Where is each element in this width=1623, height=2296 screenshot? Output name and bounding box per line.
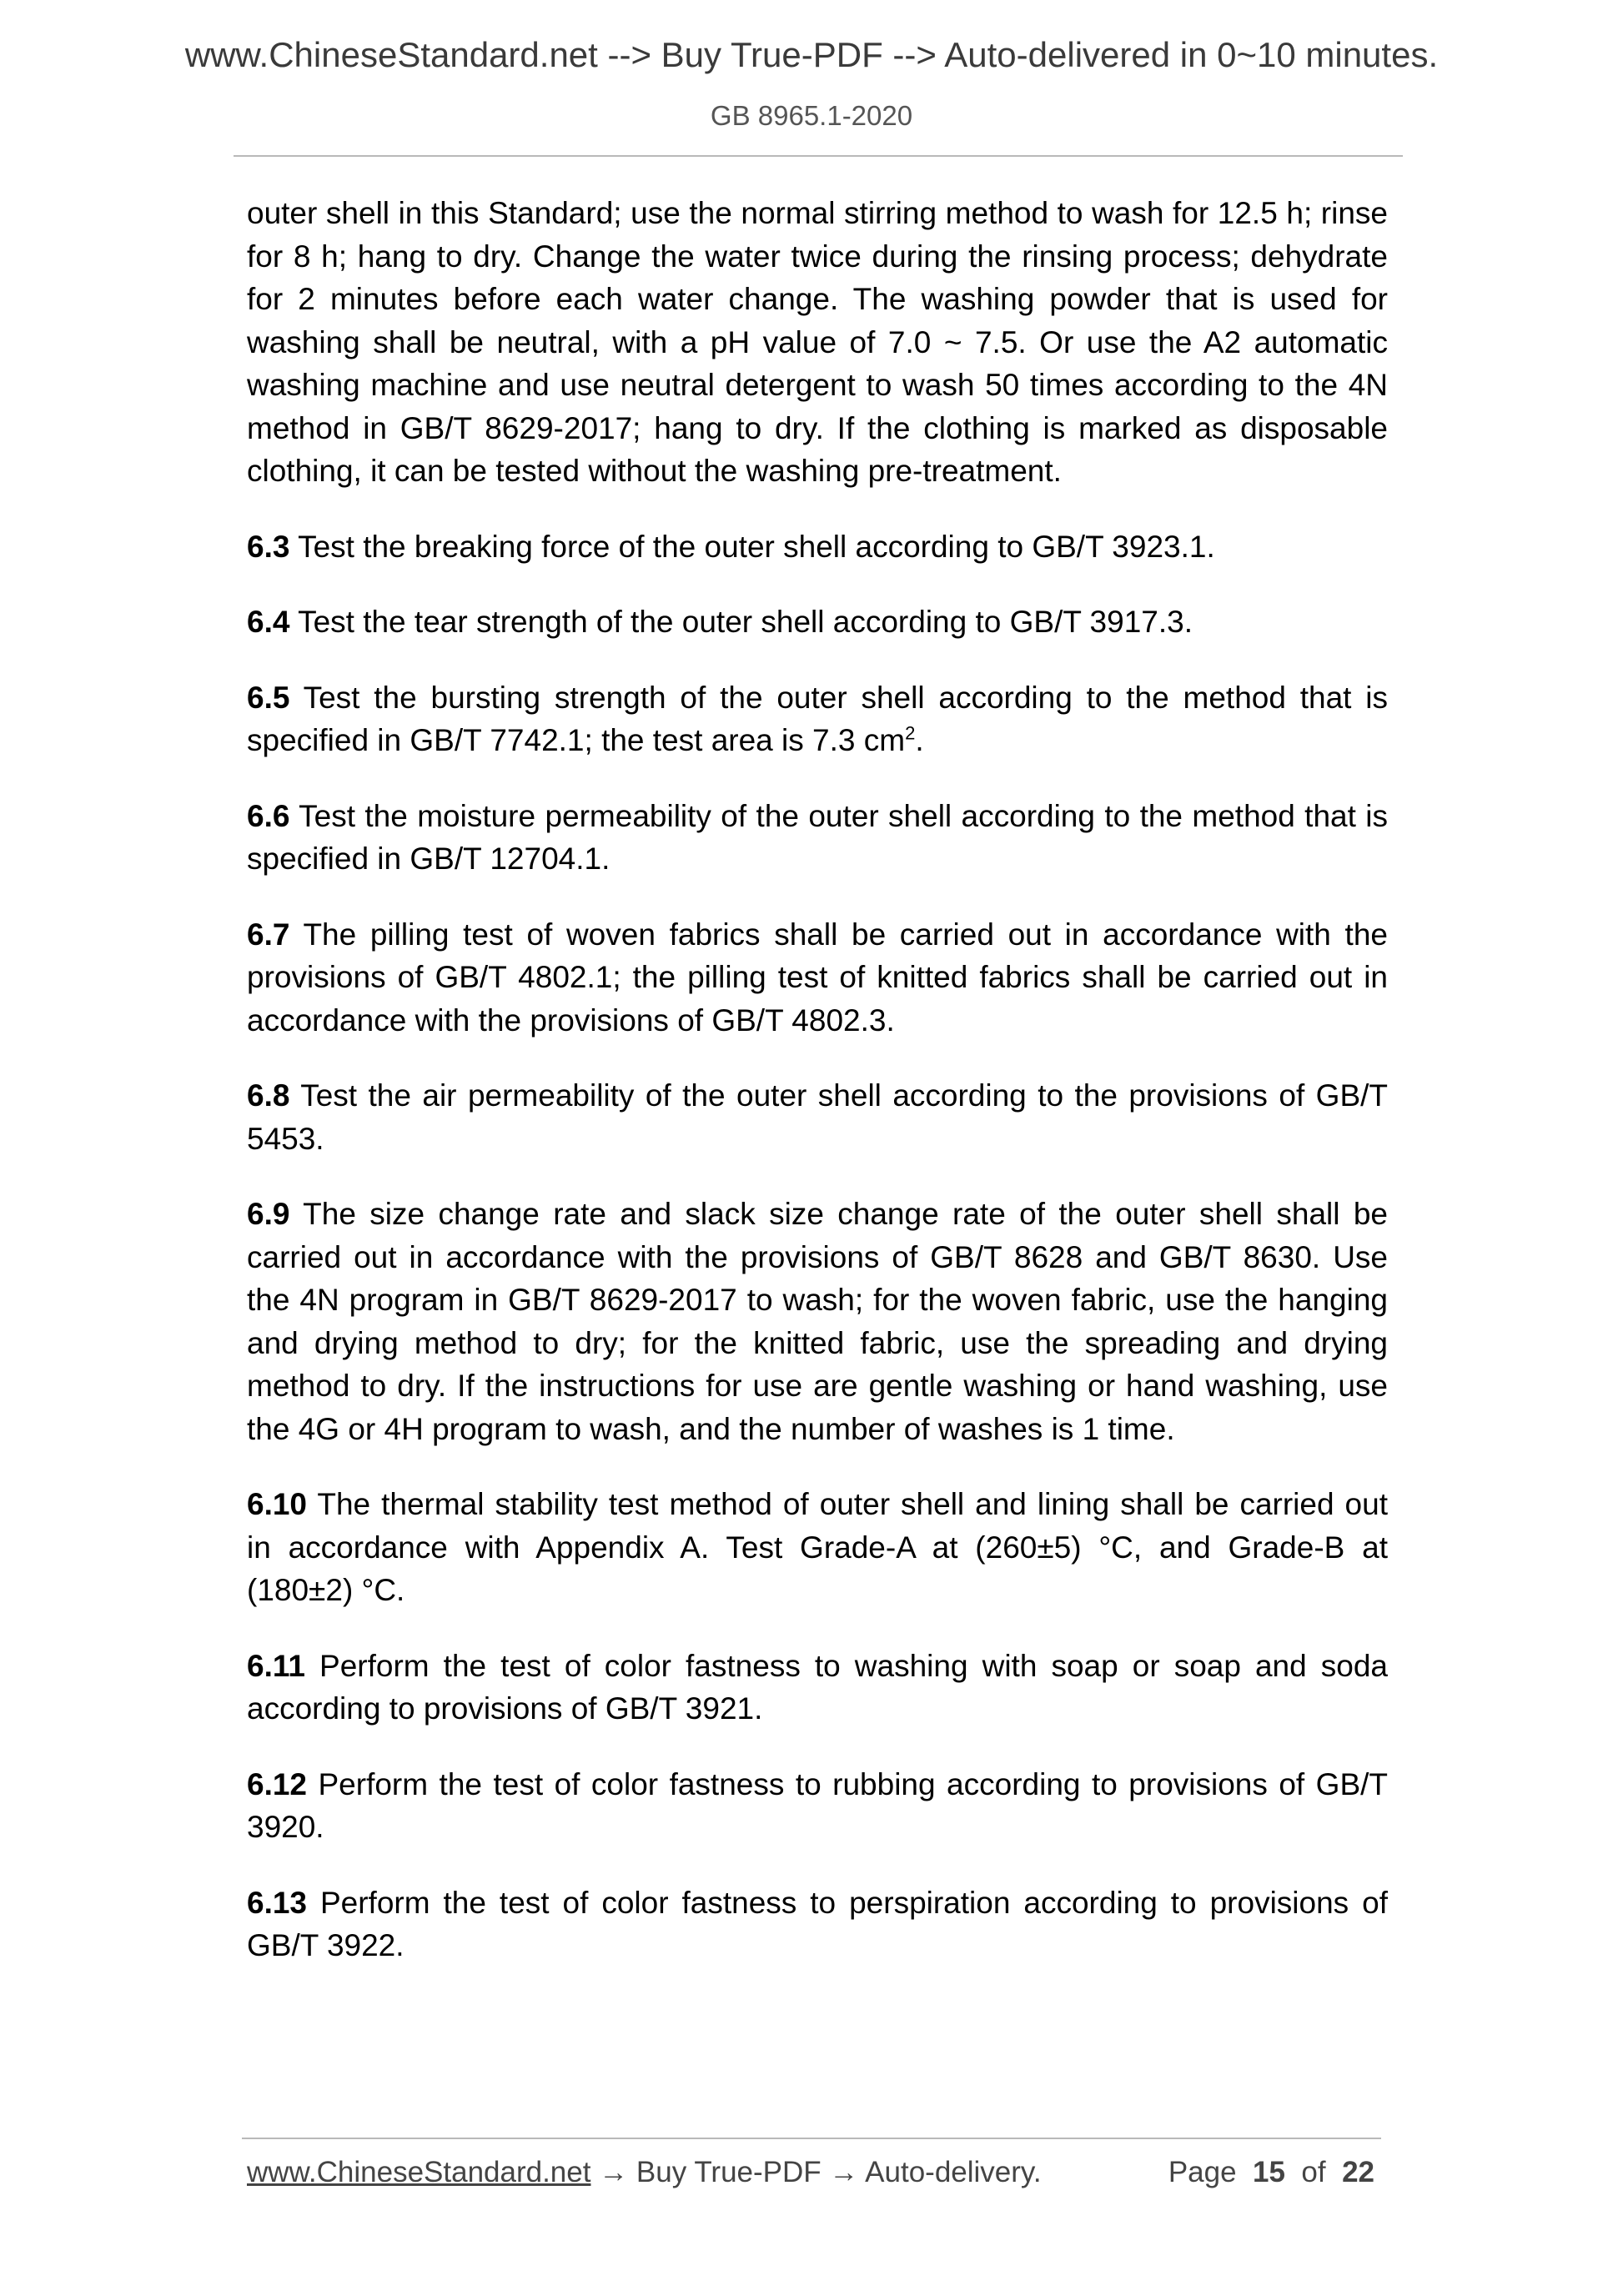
clause-text-tail: . <box>915 723 924 757</box>
clause-number: 6.9 <box>247 1197 290 1231</box>
clause-6-8 <box>247 1074 1388 1160</box>
clause-number: 6.12 <box>247 1766 308 1801</box>
clause-number: 6.10 <box>247 1487 308 1521</box>
document-body <box>247 192 1388 2000</box>
continuation-paragraph: outer shell in this Standard; use the normal stirring method to wash for 12.5 h; rinse for 8 h; hang to dry. Change the water twice during the rinsing process; dehydrate for 2 minutes before each water change. The washing powder that is used for washing shall be neutral, with a pH value of 7.0 ~ 7.5. Or use the A2 automatic washing machine and use neutral detergent to wash 50 times according to the 4N method in GB/T 8629-2017; hang to dry. If the clothing is marked as disposable clothing, it can be tested without the washing pre-treatment. <box>247 196 1388 488</box>
clause-text: Test the air permeability of the outer shell according to the provisions of GB/T 5453. <box>247 1078 1388 1156</box>
page-word: Page <box>1168 2156 1237 2188</box>
clause-6-9 <box>247 1193 1388 1450</box>
clause-text: Test the tear strength of the outer shell according to GB/T 3917.3. <box>298 605 1193 639</box>
clause-text: Test the breaking force of the outer shell according to GB/T 3923.1. <box>298 529 1215 564</box>
page-total: 22 <box>1342 2156 1374 2188</box>
promo-text: → Buy True-PDF → Auto-delivery. <box>599 2156 1042 2188</box>
clause-text: Test the moisture permeability of the outer shell according to the method that is specified in GB/T 12704.1. <box>247 798 1388 876</box>
of-word: of <box>1301 2156 1326 2188</box>
clause-6-13 <box>247 1882 1388 1967</box>
clause-text: Test the bursting strength of the outer shell according to the method that is specified in GB/T 7742.1; the test area is 7.3 cm <box>247 680 1388 757</box>
standard-code: GB 8965.1-2020 <box>710 100 913 131</box>
page-current: 15 <box>1253 2156 1285 2188</box>
header-divider <box>234 155 1403 157</box>
clause-number: 6.13 <box>247 1885 308 1920</box>
clause-text: Perform the test of color fastness to washing with soap or soap and soda according to provisions of GB/T 3921. <box>247 1648 1389 1726</box>
page-indicator <box>1168 2156 1374 2189</box>
clause-text: The size change rate and slack size change rate of the outer shell shall be carried out in accordance with the provisions of GB/T 8628 and GB/T 8630. Use the 4N program in GB/T 8629-2017 to wash; for the woven fabric, use the hanging and drying method to dry; for the knitted fabric, use the spreading and drying method to dry. If the instructions for use are gentle washing or hand washing, use the 4G or 4H program to wash, and the number of washes is 1 time. <box>247 1197 1388 1446</box>
clause-number: 6.8 <box>247 1078 290 1113</box>
page-footer <box>247 2156 1381 2198</box>
clause-number: 6.7 <box>247 917 290 952</box>
clause-number: 6.6 <box>247 798 290 833</box>
clause-6-5 <box>247 676 1388 762</box>
site-link[interactable]: www.ChineseStandard.net <box>247 2156 591 2188</box>
clause-text: The pilling test of woven fabrics shall be carried out in accordance with the provisions of GB/T 4802.1; the pilling test of knitted fabrics shall be carried out in accordance with the provisions of GB/T 4802.3. <box>247 917 1388 1037</box>
clause-number: 6.5 <box>247 680 290 715</box>
clause-text: The thermal stability test method of outer shell and lining shall be carried out in accordance with Appendix A. Test Grade-A at (260±5) °C, and Grade-B at (180±2) °C. <box>247 1487 1388 1607</box>
clause-number: 6.11 <box>247 1648 305 1683</box>
footer-divider <box>242 2138 1381 2139</box>
header-banner: www.ChineseStandard.net --> Buy True-PDF --> Auto-delivered in 0~10 minutes. <box>184 35 1439 74</box>
clause-6-10 <box>247 1483 1388 1612</box>
superscript: 2 <box>905 722 916 744</box>
clause-6-3 <box>247 525 1388 569</box>
clause-6-6 <box>247 795 1388 881</box>
footer-promo <box>247 2156 1042 2189</box>
clause-number: 6.3 <box>247 529 290 564</box>
clause-6-11 <box>247 1645 1388 1731</box>
clause-text: Perform the test of color fastness to perspiration according to provisions of GB/T 3922. <box>247 1885 1388 1962</box>
clause-6-12 <box>247 1763 1388 1849</box>
clause-6-4 <box>247 600 1388 644</box>
clause-text: Perform the test of color fastness to rubbing according to provisions of GB/T 3920. <box>247 1766 1389 1844</box>
clause-6-7 <box>247 913 1388 1042</box>
clause-number: 6.4 <box>247 605 290 639</box>
